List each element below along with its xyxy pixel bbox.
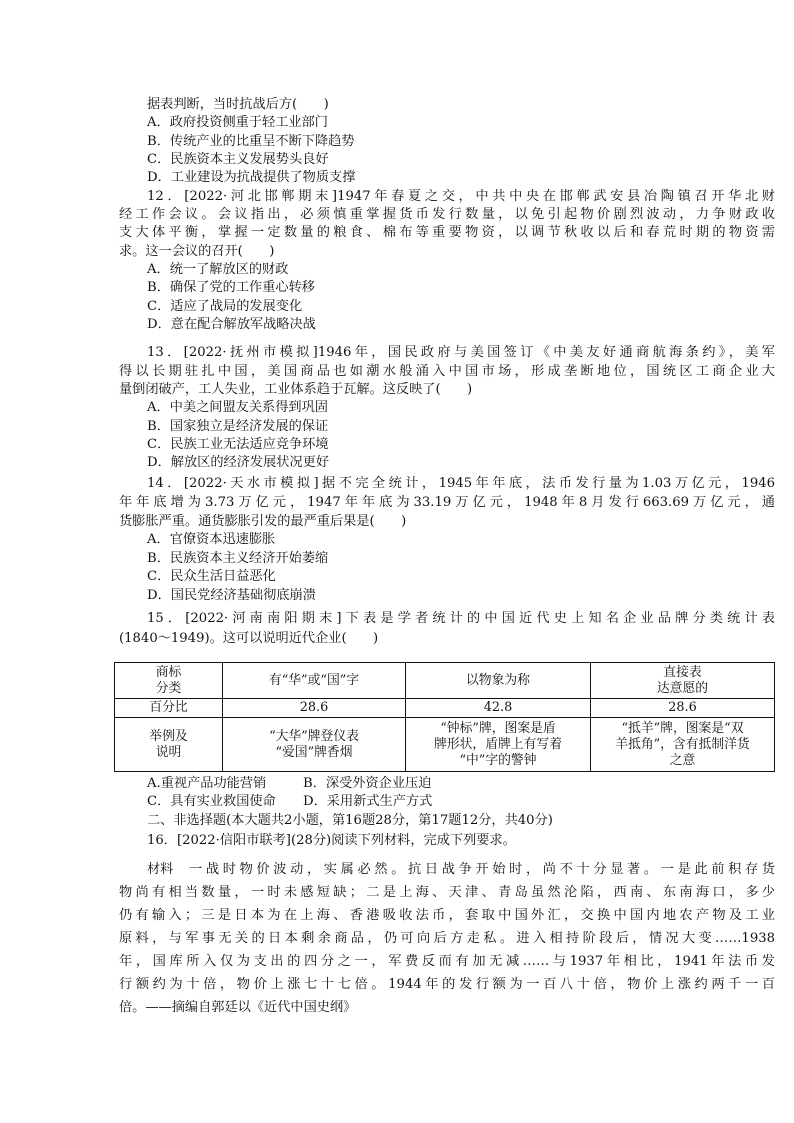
material-line-7: 倍。——摘编自郭廷以《近代中国史纲》 bbox=[119, 1000, 357, 1015]
table-cell: “大华”牌登仪表 “爱国”牌香烟 bbox=[223, 718, 406, 772]
table-cell: 百分比 bbox=[115, 699, 223, 718]
q12-line-2: 经工作会议。会议指出，必须慎重掌握货币发行数量，以免引起物价剧烈波动，力争财政收 bbox=[119, 207, 775, 222]
material-line-2: 物尚有相当数量，一时未感短缺；二是上海、天津、青岛虽然沦陷，西南、东南海口，多少 bbox=[119, 885, 775, 900]
q12-option-a: A．统一了解放区的财政 bbox=[147, 262, 289, 277]
q13-option-c: C．民族工业无法适应竞争环境 bbox=[147, 437, 329, 452]
q15-option-a: A.重视产品功能营销 bbox=[147, 776, 267, 791]
table-cell: 28.6 bbox=[591, 699, 775, 718]
q12-option-b: B．确保了党的工作重心转移 bbox=[147, 280, 315, 295]
q14-option-d: D．国民党经济基础彻底崩溃 bbox=[147, 588, 316, 603]
table-header-cell: 商标 分类 bbox=[115, 663, 223, 699]
table-cell: 28.6 bbox=[223, 699, 406, 718]
q14-line-3: 货膨胀严重。通货膨胀引发的最严重后果是( ) bbox=[119, 514, 407, 529]
q13-line-1: 13．[2022·抚州市模拟]1946年，国民政府与美国签订《中美友好通商航海条约》，美军 bbox=[147, 345, 775, 360]
table-header-cell: 以物象为称 bbox=[406, 663, 591, 699]
section-heading: 二、非选择题(本大题共2小题，第16题28分，第17题12分，共40分) bbox=[147, 813, 553, 828]
q12-line-1: 12．[2022·河北邯郸期末]1947年春夏之交，中共中央在邯郸武安县冶陶镇召开华北财 bbox=[147, 189, 775, 204]
material-line-3: 仍有输入；三是日本为在上海、香港吸收法币，套取中国外汇，交换中国内地农产物及工业 bbox=[119, 908, 775, 923]
q11-option-d: D．工业建设为抗战提供了物质支撑 bbox=[147, 170, 356, 185]
q15-option-b: B．深受外资企业压迫 bbox=[303, 776, 432, 791]
q12-option-c: C．适应了战局的发展变化 bbox=[147, 299, 303, 314]
table-row-examples bbox=[115, 718, 775, 772]
material-text: 一战时物价波动，实属必然。抗日战争开始时，尚不十分显著。一是此前积存货 bbox=[185, 862, 775, 877]
q11-option-c: C．民族资本主义发展势头良好 bbox=[147, 152, 329, 167]
table-cell: 举例及 说明 bbox=[115, 718, 223, 772]
table-row-percent bbox=[115, 699, 775, 718]
q15-line-2: (1840～1949)。这可以说明近代企业( ) bbox=[119, 631, 379, 646]
material-line-4: 原料，与军事无关的日本剩余商品，仍可向后方走私。进入相持阶段后，情况大变……1938 bbox=[119, 931, 775, 946]
q15-line-1: 15．[2022·河南南阳期末]下表是学者统计的中国近代史上知名企业品牌分类统计表 bbox=[147, 611, 775, 626]
q14-option-a: A．官僚资本迅速膨胀 bbox=[147, 532, 276, 547]
q14-line-1: 14．[2022·天水市模拟]据不完全统计，1945年年底，法币发行量为1.03万亿元，1946 bbox=[147, 476, 775, 491]
q12-line-3: 支大体平衡，掌握一定数量的粮食、棉布等重要物资，以调节秋收以后和春荒时期的物资需 bbox=[119, 225, 775, 240]
material-line-5: 年，国库所入仅为支出的四分之一，军费反而有加无减……与1937年相比，1941年法币发 bbox=[119, 954, 775, 969]
q15-option-d: D．采用新式生产方式 bbox=[303, 794, 433, 809]
table-header-row bbox=[115, 663, 775, 699]
q11-stem: 据表判断，当时抗战后方( ) bbox=[147, 97, 329, 112]
q16-stem: 16．[2022·信阳市联考](28分)阅读下列材料，完成下列要求。 bbox=[147, 833, 516, 848]
q12-line-4: 求。这一会议的召开( ) bbox=[119, 244, 275, 259]
table-cell: 42.8 bbox=[406, 699, 591, 718]
material-label: 材料 bbox=[147, 862, 174, 877]
material-line-1 bbox=[147, 861, 775, 879]
q14-option-c: C．民众生活日益恶化 bbox=[147, 569, 276, 584]
q11-option-b: B．传统产业的比重呈不断下降趋势 bbox=[147, 134, 355, 149]
q11-option-a: A．政府投资侧重于轻工业部门 bbox=[147, 115, 328, 130]
q14-line-2: 年年底增为3.73万亿元，1947年年底为33.19万亿元，1948年8月发行663.69万亿元，通 bbox=[119, 495, 775, 510]
q12-option-d: D．意在配合解放军战略决战 bbox=[147, 317, 316, 332]
q14-option-b: B．民族资本主义经济开始萎缩 bbox=[147, 551, 329, 566]
q13-line-3: 量倒闭破产，工人失业，工业体系趋于瓦解。这反映了( ) bbox=[119, 382, 473, 397]
table-header-cell: 有“华”或“国”字 bbox=[223, 663, 406, 699]
q13-line-2: 得以长期驻扎中国，美国商品也如潮水般涌入中国市场，形成垄断地位，国统区工商企业大 bbox=[119, 364, 775, 379]
q15-option-c: C．具有实业救国使命 bbox=[147, 794, 276, 809]
q13-option-b: B．国家独立是经济发展的保证 bbox=[147, 419, 329, 434]
table-cell: “钟标”牌，图案是盾 牌形状，盾牌上有写着 “中”字的警钟 bbox=[406, 718, 591, 772]
table-header-cell: 直接表 达意愿的 bbox=[591, 663, 775, 699]
q13-option-d: D．解放区的经济发展状况更好 bbox=[147, 455, 330, 470]
brand-statistics-table bbox=[114, 662, 775, 772]
q13-option-a: A．中美之间盟友关系得到巩固 bbox=[147, 400, 328, 415]
table-cell: “抵羊”牌，图案是“双 羊抵角”，含有抵制洋货 之意 bbox=[591, 718, 775, 772]
material-line-6: 行额约为十倍，物价上涨七十七倍。1944年的发行额为一百八十倍，物价上涨约两千一百 bbox=[119, 977, 775, 992]
